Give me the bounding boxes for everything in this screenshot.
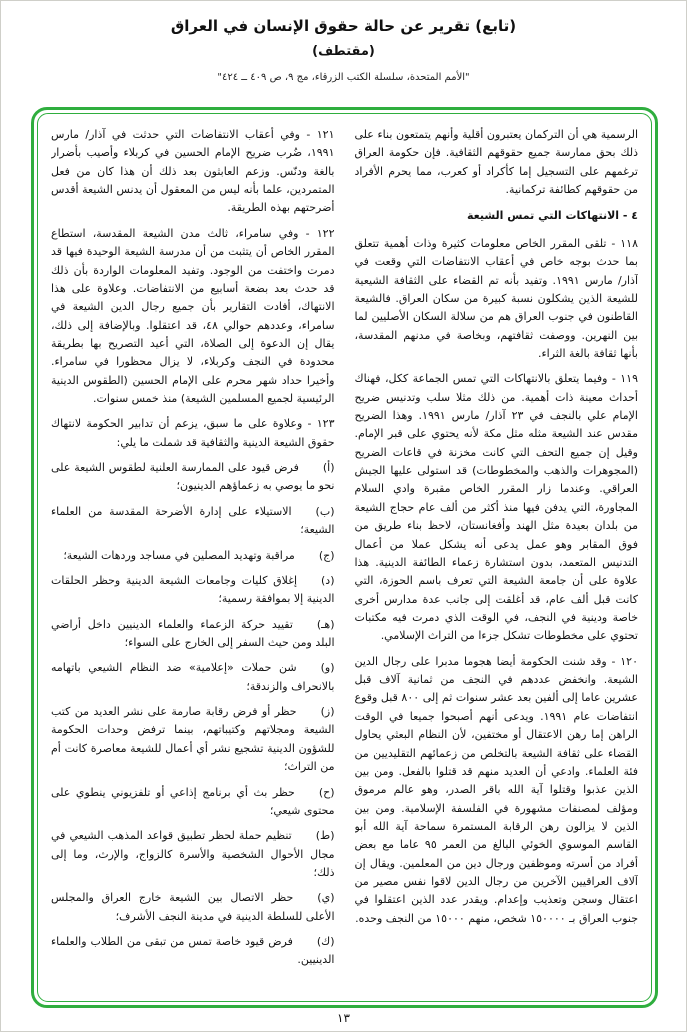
list-item-marker: (ب) [315, 504, 335, 518]
list-item: (ط)تنظيم حملة لحظر تطبيق قواعد المذهب الشيعي في مجال الأحوال الشخصية والأسرة كالزواج، والإرث، وما إلى ذلك؛ [51, 829, 335, 879]
list-item: (ك)فرض قيود خاصة تمس من تبقى من الطلاب والعلماء الدينيين. [51, 935, 335, 967]
paragraph: ١١٩ - وفيما يتعلق بالانتهاكات التي تمس الجماعة ككل، فهناك أحداث معينة ذات أهمية. من ذلك مثلا سلب وتدنيس ضريح الإمام علي بالنجف في ٢٣ آذار/ مارس ١٩٩١. وهذا الضريح مقدس عند الشيعة مثله مثل مكة لأنه يحتوي على قبر الإمام. وقيل إن جميع التحف التي كانت مخزنة في قاعات الضريح (المجوهرات والذهب والمخطوطات) قد استولى عليها الجيش العراقي. وعندما زار المقرر الخاص مقبرة وادي السلام المجاورة، التي يدفن فيها منذ أكثر من ألف عام حجاج الشيعة من بلدان بعيدة مثل الهند وأفغانستان، لاحظ بناء طريق من فوق المقابر وهو عمل يدعى أنه يشكل عملا من أعمال التدنيس المتعمد، بدون استشارة زعماء الطائفة الدينية. هذا علاوة على أن جامعة الشيعة التي تعرف باسم الحوزة، التي كانت قبل ألف عام، قد أغلقت إلى جانب عدة مدارس أخرى خاصة ودينية في النجف، في الوقت الذي دمرت فيه مكتبات تحتوي على مخطوطات تشكل جزءا من التراث الإسلامي. [354, 372, 638, 643]
list-item-marker: (أ) [322, 461, 335, 475]
list-item-marker: (و) [320, 661, 335, 675]
column-left [51, 126, 335, 991]
list-item: (أ)فرض قيود على الممارسة العلنية لطقوس الشيعة على نحو ما يوصي به زعماؤهم الدينيون؛ [51, 461, 335, 493]
document-citation: "الأمم المتحدة، سلسلة الكتب الزرقاء، مج ٩، ص ٤٠٩ ــ ٤٢٤" [217, 72, 470, 83]
content-border-inner [37, 113, 652, 1002]
document-title: (تابع) تقرير عن حالة حقوق الإنسان في العراق [170, 17, 517, 35]
list-item: (ح)حظر بث أي برنامج إذاعي أو تلفزيوني ينطوي على محتوى شيعي؛ [51, 785, 335, 817]
paragraph: ١٢٣ - وعلاوة على ما سبق، يزعم أن تدابير الحكومة لانتهاك حقوق الشيعة الدينية والثقافية قد شملت ما يلي: [51, 417, 335, 449]
list-item: (د)إغلاق كليات وجامعات الشيعة الدينية وحظر الحلقات الدينية إلا بموافقة رسمية؛ [51, 573, 335, 606]
list-item-marker: (ك) [316, 935, 335, 949]
document-subtitle: (مقتطف) [312, 44, 375, 59]
list-item: (ج)مراقبة وتهديد المصلين في مساجد وردهات الشيعة؛ [51, 547, 335, 565]
list-item: (ز)حظر أو فرض رقابة صارمة على نشر العديد من كتب الشيعة ومجلاتهم وكتيباتهم، بينما ترفض وحدات الحكومة للشؤون الدينية تشجيع نشر أي أعمال للشيعة معاصرة كانت أم من التراث؛ [51, 705, 335, 774]
content-border-box [31, 107, 658, 1008]
list-item: (ي)حظر الاتصال بين الشيعة خارج العراق والمجلس الأعلى للسلطة الدينية في مدينة النجف الأشرف؛ [51, 891, 335, 923]
paragraph: الرسمية هي أن التركمان يعتبرون أقلية وأنهم يتمتعون بناء على ذلك بحق ممارسة جميع حقوقهم الثقافية. فإن حكومة العراق ترغمهم على التسجيل إما كأكراد أو كعرب، مما يحرم الأفراد من حقوقهم كطائفة تركمانية. [354, 128, 638, 197]
paragraph: ١٢١ - وفي أعقاب الانتفاضات التي حدثت في آذار/ مارس ١٩٩١، ضُرب ضريح الإمام الحسين في كربلاء وأصيب بأضرار بالغة ودنّس. وزعم العابثون بعد ذلك أن هذا كان من فعل المتمردين، علما بأنه ليس من المعقول أن يدنس الشيعة أقدس أضرحتهم بهذه الطريقة. [51, 128, 335, 215]
paragraph: ١١٨ - تلقى المقرر الخاص معلومات كثيرة وذات أهمية تتعلق بما حدث بوجه خاص في أعقاب الانتفاضات التي وقعت في آذار/ مارس ١٩٩١. وتفيد بأنه تم القضاء على الثقافة الشيعية للشيعة الذين يشكلون نسبة كبيرة من سكان العراق. فالشيعة القاطنون في جنوب العراق هم من سلالة السكان الأصليين لما بين النهرين. ووصفت ثقافتهم، وبخاصة في مدنهم المقدسة، بأنها ثقافة بالغة الثراء. [354, 236, 638, 360]
page-header [1, 1, 686, 83]
paragraph: ١٢٢ - وفي سامراء، ثالث مدن الشيعة المقدسة، استطاع المقرر الخاص أن يتثبت من أن مدرسة الشيعة الوحيدة فيها قد دمرت واختفت من الوجود. وتفيد المعلومات الواردة بأن ذلك قد حدث بعد بضعة أسابيع من الانتفاضات. وعلاوة على هذا الانتهاك، أفادت التقارير بأن جميع رجال الدين الشيعة في سامراء، وعددهم حوالي ٤٨، قد اعتقلوا. وبالإضافة إلى ذلك، يقال إن الدعوة إلى الصلاة، التي أعيد التصريح بها بطريقة محدودة في النجف وكربلاء، لا يزال محظورا في سامراء. وأخيرا حداد شهر محرم على الإمام الحسين (الطقوس الدينية الرئيسية لجميع المسلمين الشيعة) منذ خمس سنوات. [51, 226, 335, 406]
two-column-layout [51, 126, 638, 991]
paragraph: ١٢٠ - وقد شنت الحكومة أيضا هجوما مدبرا على رجال الدين الشيعة. وانخفض عددهم في النجف من ثمانية آلاف قبل عشرين عاما إلى ألفين بعد عشر سنوات ثم إلى ٨٠٠ قبل وقوع انتفاضات عام ١٩٩١. ويدعى أنهم أصبحوا جميعا في الوقت الراهن إما رهن الاعتقال أو مختفين، لأن النظام البعثي يحاول القضاء على ثقافة الشيعة بالتخلص من زعمائهم التقليديين من فئة العلماء. وادعي أن العديد منهم قد قتلوا بالفعل. ومن بين الذين عذبوا وقتلوا آية الله باقر الصدر، وهو عالم مرموق ومؤلف لمصنفات مشهورة في الفلسفة الإسلامية. ومن بين الذين لا يزالون رهن الرقابة المستمرة سماحة آية الله أبو القاسم الموسوي الخوئي البالغ من العمر ٩٥ عاما مع بعض أفراد من أسرته وموظفين ورجال دين من المعلمين. ويقال إن آلاف العراقيين الآخرين من رجال الدين لاقوا نفس مصير من اعتقال وسجن وتعذيب وإعدام. ويقدر عدد الذين اعتقلوا في جنوب العراق بـ ١٥٠٠٠٠ شخص، منهم ١٥٠٠٠ من النجف وحده. [354, 654, 638, 925]
list-item: (ب)الاستيلاء على إدارة الأضرحة المقدسة من العلماء الشيعة؛ [51, 504, 335, 537]
list-item: (و)شن حملات «إعلامية» ضد النظام الشيعي باتهامه بالانحراف والزندقة؛ [51, 661, 335, 693]
list-item: (هـ)تقييد حركة الزعماء والعلماء الدينيين داخل أراضي البلد ومن حيث السفر إلى الخارج على السواء؛ [51, 617, 335, 649]
list-item-marker: (ج) [318, 548, 335, 562]
list-item-marker: (ط) [315, 829, 335, 843]
column-right [355, 126, 639, 991]
list-item-marker: (ي) [317, 891, 335, 905]
list-item-marker: (ز) [320, 705, 335, 719]
page-number: ١٣ [337, 1011, 350, 1025]
list-item-marker: (هـ) [316, 617, 335, 631]
section-heading: ٤ - الانتهاكات التي تمس الشيعة [466, 209, 638, 223]
list-item-marker: (ح) [318, 785, 335, 799]
list-item-marker: (د) [321, 573, 335, 587]
